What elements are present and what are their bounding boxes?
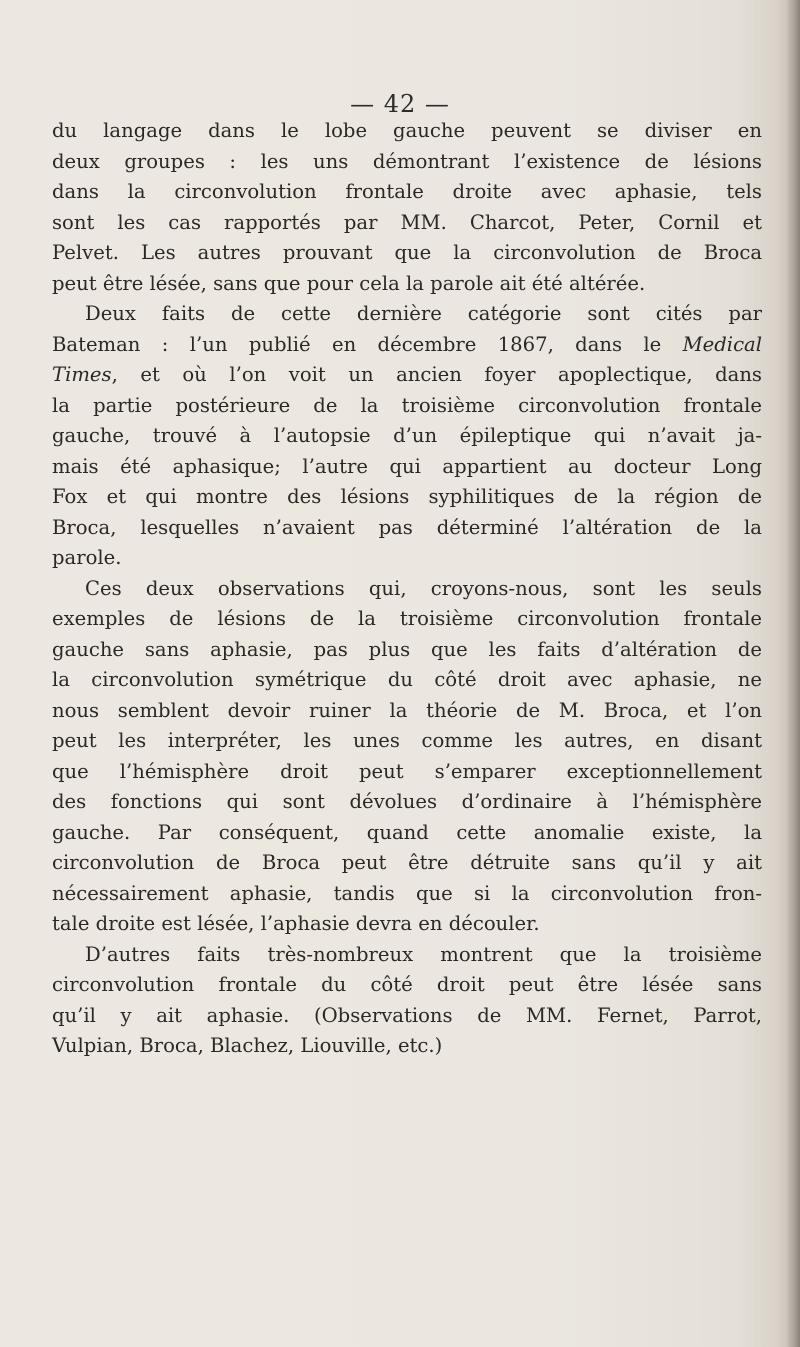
- text-line: parole.: [52, 546, 122, 569]
- text-line: Times, et où l’on voit un ancien foyer apoplectique, dans: [52, 363, 762, 386]
- text-line: tale droite est lésée, l’aphasie devra en découler.: [52, 912, 540, 935]
- text-line: Vulpian, Broca, Blachez, Liouville, etc.): [52, 1034, 443, 1057]
- text-line: Broca, lesquelles n’avaient pas déterminé l’altération de la: [52, 515, 762, 539]
- text-line: la circonvolution symétrique du côté droit avec aphasie, ne: [52, 668, 762, 691]
- text-line: nécessairement aphasie, tandis que si la circonvolution fron-: [52, 881, 762, 905]
- text-line: circonvolution de Broca peut être détruite sans qu’il y ait: [52, 851, 762, 874]
- text-line: gauche, trouvé à l’autopsie d’un épileptique qui n’avait ja-: [52, 424, 762, 447]
- text-line: Bateman : l’un publié en décembre 1867, dans le Medical: [52, 332, 762, 356]
- text-line: sont les cas rapportés par MM. Charcot, Peter, Cornil et: [52, 210, 762, 234]
- text-line: deux groupes : les uns démontrant l’existence de lésions: [52, 149, 762, 173]
- text-line: dans la circonvolution frontale droite avec aphasie, tels: [52, 180, 762, 203]
- text-line: D’autres faits très-nombreux montrent que la troisième: [85, 942, 762, 966]
- text-line: circonvolution frontale du côté droit peut être lésée sans: [52, 973, 762, 996]
- text-line: mais été aphasique; l’autre qui appartient au docteur Long: [52, 454, 762, 478]
- text-line: Deux faits de cette dernière catégorie sont cités par: [85, 302, 762, 325]
- text-line: exemples de lésions de la troisième circonvolution frontale: [52, 607, 762, 630]
- text-line: peut être lésée, sans que pour cela la parole ait été altérée.: [52, 271, 646, 295]
- text-line: que l’hémisphère droit peut s’emparer exceptionnellement: [52, 759, 762, 783]
- text-line: la partie postérieure de la troisième circonvolution frontale: [52, 393, 762, 417]
- text-line: peut les interpréter, les unes comme les autres, en disant: [52, 729, 762, 752]
- text-line: des fonctions qui sont dévolues d’ordinaire à l’hémisphère: [52, 790, 762, 813]
- page-number: — 42 —: [350, 90, 450, 118]
- text-line: du langage dans le lobe gauche peuvent se diviser en: [52, 119, 762, 142]
- text-line: qu’il y ait aphasie. (Observations de MM. Fernet, Parrot,: [52, 1003, 762, 1027]
- page-edge-shadow: [786, 0, 800, 1347]
- text-line: Pelvet. Les autres prouvant que la circonvolution de Broca: [52, 241, 762, 264]
- text-line: nous semblent devoir ruiner la théorie de M. Broca, et l’on: [52, 698, 762, 722]
- text-line: Ces deux observations qui, croyons-nous, sont les seuls: [85, 576, 762, 600]
- text-line: gauche. Par conséquent, quand cette anomalie existe, la: [52, 820, 762, 844]
- text-line: gauche sans aphasie, pas plus que les faits d’altération de: [52, 637, 762, 661]
- body-text: [52, 116, 762, 1062]
- text-line: Fox et qui montre des lésions syphilitiques de la région de: [52, 485, 762, 508]
